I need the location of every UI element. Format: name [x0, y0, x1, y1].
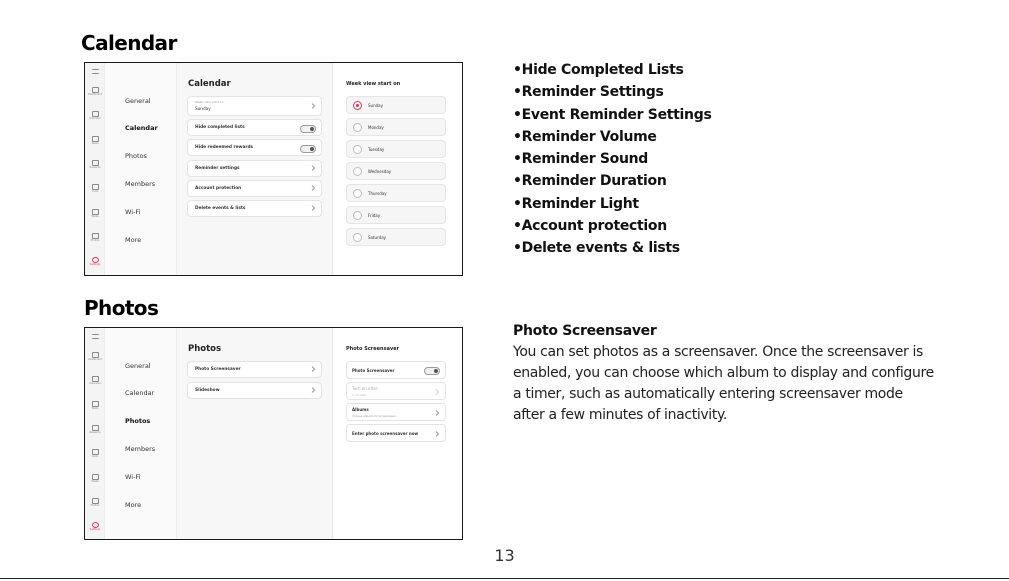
calendar-section-title: Calendar — [81, 31, 177, 55]
hide-completed-lists-row: Hide completed lists — [187, 119, 322, 136]
settings-nav — [105, 328, 177, 539]
rail-tasks[interactable]: Tasks — [85, 401, 105, 411]
account-protection-row[interactable]: Account protection — [187, 180, 322, 197]
chevron-right-icon — [434, 410, 440, 416]
calendar-feature-list — [513, 59, 711, 260]
chevron-right-icon — [434, 431, 440, 437]
rail-settings[interactable]: Settings — [85, 257, 105, 267]
reminder-settings-row[interactable]: Reminder settings — [187, 160, 322, 177]
icon-rail — [85, 328, 105, 539]
list-item: •Hide Completed Lists — [513, 62, 684, 78]
rail-settings[interactable]: Settings — [85, 522, 105, 532]
rail-photos[interactable]: Photos — [85, 233, 105, 243]
radio — [353, 167, 362, 176]
hide-completed-lists-toggle[interactable] — [300, 125, 316, 133]
chevron-right-icon — [310, 165, 316, 171]
rail-rewards[interactable]: Rewards — [85, 160, 105, 170]
photos-section-title: Photos — [84, 296, 159, 320]
rail-photos[interactable]: Photos — [85, 498, 105, 508]
nav-more[interactable]: More — [125, 501, 142, 509]
day-option-friday[interactable]: Friday — [346, 206, 446, 224]
photo-screensaver-title: Photo Screensaver — [346, 346, 400, 352]
list-item: •Delete events & lists — [513, 240, 680, 257]
day-option-wednesday[interactable]: Wednesday — [346, 162, 446, 180]
chevron-right-icon — [310, 103, 316, 109]
chevron-right-icon — [434, 389, 440, 395]
rail-dashboard[interactable]: Dashboard — [85, 352, 105, 362]
list-item: •Account protection — [513, 218, 667, 235]
rail-meals[interactable]: Meals — [85, 209, 105, 219]
panel-title: Calendar — [188, 79, 231, 89]
photo-screensaver-row[interactable]: Photo Screensaver — [187, 361, 322, 378]
nav-photos[interactable]: Photos — [125, 417, 151, 425]
page-number: 13 — [494, 546, 515, 565]
radio — [353, 233, 362, 242]
nav-more[interactable]: More — [125, 236, 142, 244]
panel-title: Photos — [188, 344, 222, 354]
photo-screensaver-toggle[interactable] — [424, 367, 440, 375]
nav-members[interactable]: Members — [125, 445, 156, 453]
nav-wifi[interactable]: Wi-Fi — [125, 208, 141, 216]
albums-row[interactable]: Albums Choose albums for screensaver — [346, 403, 446, 421]
day-option-saturday[interactable]: Saturday — [346, 228, 446, 246]
week-start-panel — [333, 63, 463, 275]
rail-lists[interactable]: Lists — [85, 184, 105, 194]
nav-general[interactable]: General — [125, 362, 151, 370]
chevron-right-icon — [310, 387, 316, 393]
chevron-right-icon — [310, 205, 316, 211]
hide-redeemed-rewards-toggle[interactable] — [300, 145, 316, 153]
radio-selected — [353, 101, 362, 110]
photos-settings-screenshot — [84, 327, 463, 540]
list-item: •Reminder Volume — [513, 128, 657, 145]
photo-screensaver-description: You can set photos as a screensaver. Once the screensaver is enabled, you can choose which album to display and configure a timer, such as automatically entering screensaver mode after a few minutes of inactivity. — [513, 344, 934, 423]
rail-tasks[interactable]: Tasks — [85, 136, 105, 146]
rail-dashboard[interactable]: Dashboard — [85, 87, 105, 97]
footer-divider — [0, 578, 1009, 579]
nav-wifi[interactable]: Wi-Fi — [125, 473, 141, 481]
nav-calendar[interactable]: Calendar — [125, 124, 158, 132]
list-item: •Reminder Duration — [513, 173, 667, 190]
icon-rail — [85, 63, 105, 275]
chevron-right-icon — [310, 366, 316, 372]
nav-members[interactable]: Members — [125, 180, 156, 188]
day-option-tuesday[interactable]: Tuesday — [346, 140, 446, 158]
rail-meals[interactable]: Meals — [85, 474, 105, 484]
list-item: •Reminder Settings — [513, 84, 664, 101]
slideshow-row[interactable]: Slideshow — [187, 382, 322, 399]
chevron-right-icon — [310, 185, 316, 191]
day-option-monday[interactable]: Monday — [346, 118, 446, 136]
day-option-sunday[interactable]: Sunday — [346, 96, 446, 114]
list-item: •Reminder Light — [513, 195, 639, 212]
rail-rewards[interactable]: Rewards — [85, 425, 105, 435]
calendar-settings-screenshot — [84, 62, 463, 276]
nav-general[interactable]: General — [125, 97, 151, 105]
rail-lists[interactable]: Lists — [85, 449, 105, 459]
photo-screensaver-panel — [333, 328, 463, 539]
list-item: •Event Reminder Settings — [513, 106, 712, 123]
photo-screensaver-heading: Photo Screensaver — [513, 323, 657, 339]
radio — [353, 189, 362, 198]
delete-events-lists-row[interactable]: Delete events & lists — [187, 200, 322, 217]
menu-icon[interactable] — [85, 69, 105, 74]
turn-on-after-row[interactable]: Turn on after 5 minutes — [346, 382, 446, 400]
nav-calendar[interactable]: Calendar — [125, 389, 155, 397]
list-item: •Reminder Sound — [513, 151, 649, 168]
calendar-settings-panel — [177, 63, 333, 275]
enter-screensaver-row[interactable]: Enter photo screensaver now — [346, 424, 446, 442]
rail-calendar[interactable]: Calendar — [85, 376, 105, 386]
week-start-title: Week view start on — [346, 81, 401, 87]
rail-calendar[interactable]: Calendar — [85, 111, 105, 121]
radio — [353, 211, 362, 220]
menu-icon[interactable] — [85, 334, 105, 339]
photo-screensaver-toggle-row: Photo Screensaver — [346, 361, 446, 379]
hide-redeemed-rewards-row: Hide redeemed rewards — [187, 139, 322, 156]
settings-nav — [105, 63, 177, 275]
photos-settings-panel — [177, 328, 333, 539]
nav-photos[interactable]: Photos — [125, 152, 147, 160]
week-start-card[interactable]: Week view start on Sunday — [187, 96, 322, 116]
radio — [353, 123, 362, 132]
radio — [353, 145, 362, 154]
day-option-thursday[interactable]: Thursday — [346, 184, 446, 202]
